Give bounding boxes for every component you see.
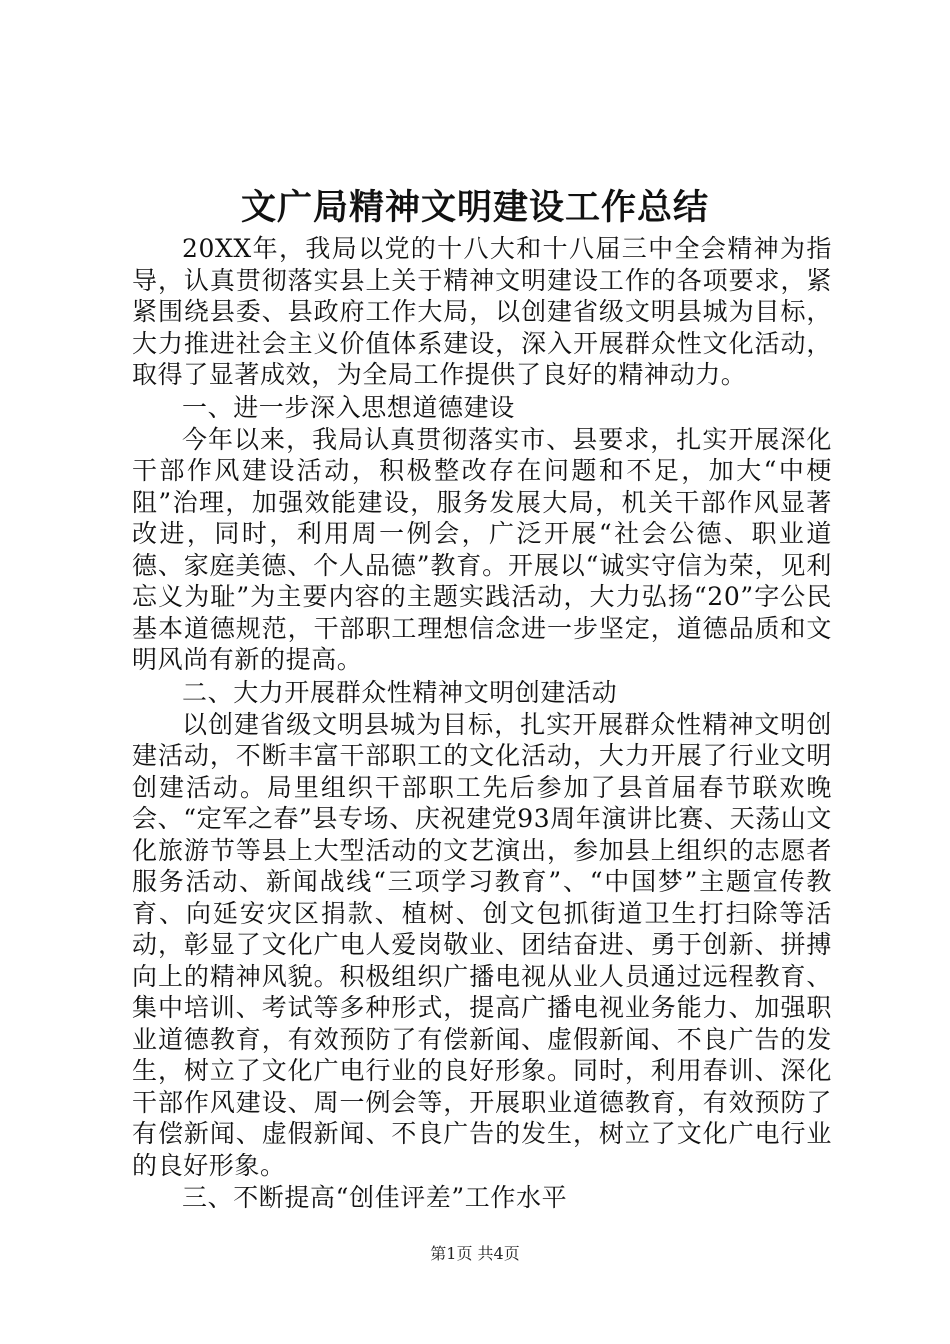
intro-paragraph: 20XX年，我局以党的十八大和十八届三中全会精神为指导，认真贯彻落实县上关于精神文明建设工作的各项要求，紧紧围绕县委、县政府工作大局，以创建省级文明县城为目标，大力推进社会主义价值体系建设，深入开展群众性文化活动，取得了显著成效，为全局工作提供了良好的精神动力。 [132,234,832,389]
section-heading-1: 一、进一步深入思想道德建设 [182,392,515,422]
document-title: 文广局精神文明建设工作总结 [240,187,709,228]
section-paragraph-2: 以创建省级文明县城为目标，扎实开展群众性精神文明创建活动，不断丰富干部职工的文化活动，大力开展了行业文明创建活动。局里组织干部职工先后参加了县首届春节联欢晚会、“定军之春”县专场、庆祝建党93周年演讲比赛、天荡山文化旅游节等县上大型活动的文艺演出，参加县上组织的志愿者服务活动、新闻战线“三项学习教育”、“中国梦”主题宣传教育、向延安灾区捐款、植树、创文包抓街道卫生打扫除等活动，彰显了文化广电人爱岗敬业、团结奋进、勇于创新、拼搏向上的精神风貌。积极组织广播电视从业人员通过远程教育、集中培训、考试等多种形式，提高广播电视业务能力、加强职业道德教育，有效预防了有偿新闻、虚假新闻、不良广告的发生，树立了文化广电行业的良好形象。同时，利用春训、深化干部作风建设、周一例会等，开展职业道德教育，有效预防了有偿新闻、虚假新闻、不良广告的发生，树立了文化广电行业的良好形象。 [132,709,832,1180]
page-footer: 第1页 共4页 [430,1244,520,1263]
document-body [132,233,832,1214]
section-heading-2: 二、大力开展群众性精神文明创建活动 [182,677,618,707]
section-heading-3: 三、不断提高“创佳评差”工作水平 [182,1183,568,1212]
section-paragraph-1: 今年以来，我局认真贯彻落实市、县要求，扎实开展深化干部作风建设活动，积极整改存在问题和不足，加大“中梗阻”治理，加强效能建设，服务发展大局，机关干部作风显著改进，同时，利用周一例会，广泛开展“社会公德、职业道德、家庭美德、个人品德”教育。开展以“诚实守信为荣，见利忘义为耻”为主要内容的主题实践活动，大力弘扬“20”字公民基本道德规范，干部职工理想信念进一步坚定，道德品质和文明风尚有新的提高。 [132,424,832,674]
